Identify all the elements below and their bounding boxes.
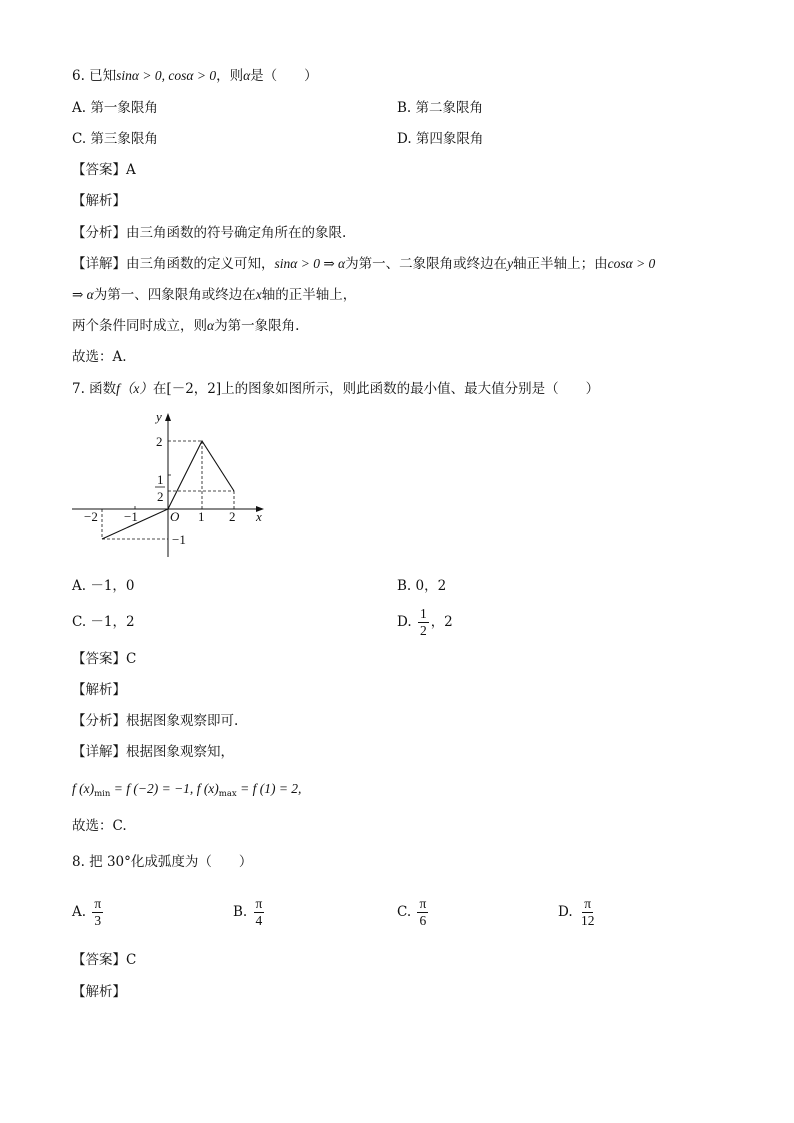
option-label: B.: [233, 904, 248, 920]
q7-stem-prefix: 7. 函数: [72, 381, 117, 397]
tick-label-xneg1: −1: [124, 509, 138, 524]
q7-fenxi: [72, 712, 238, 730]
tick-label-xneg2: −2: [84, 509, 98, 524]
origin-label: O: [170, 509, 180, 524]
q8-option-d-fraction: [579, 896, 597, 929]
formula-sub-max: max: [218, 789, 237, 799]
q6-detail-line1: [72, 255, 655, 273]
q6-detail-line2: [72, 286, 356, 304]
answer-tag: 【答案】: [72, 162, 126, 178]
q7-answer: [72, 650, 136, 668]
formula-part: = f (−2) = −1,: [110, 781, 197, 796]
q7-stem: [72, 380, 599, 398]
option-label: D.: [397, 614, 412, 630]
answer-tag: 【答案】: [72, 952, 126, 968]
q7-option-a: A. －1，0: [72, 578, 135, 594]
frac-num: 1: [419, 606, 427, 621]
detail-text: 由三角函数的定义可知，: [126, 256, 275, 272]
detail-math: x: [255, 287, 262, 302]
detail-math: ⇒ α: [72, 287, 94, 302]
option-label: D.: [558, 904, 573, 920]
detail-math: α: [207, 318, 215, 333]
q6-option-c: C. 第三象限角: [72, 131, 158, 147]
tick-label-half-num: 1: [157, 472, 164, 487]
y-axis-arrow: [165, 413, 171, 421]
q7-analysis-heading: 【解析】: [72, 682, 126, 698]
q7-option-b: B. 0，2: [397, 578, 447, 594]
q8-analysis-heading: 【解析】: [72, 984, 126, 1000]
q6-choose: 故选：A.: [72, 349, 127, 365]
q6-fenxi: [72, 224, 346, 242]
q8-option-a-fraction: [92, 896, 103, 929]
xiangjie-tag: 【详解】: [72, 256, 126, 272]
tick-label-y2: 2: [156, 434, 163, 449]
formula-part: f (x): [72, 781, 95, 796]
q6-stem: [72, 67, 318, 85]
frac-den: 6: [419, 913, 427, 928]
q8-option-c: [397, 896, 430, 929]
q8-option-b: [233, 896, 266, 929]
q6-stem-suffix: ，则: [216, 68, 244, 84]
frac-den: 4: [255, 913, 263, 928]
q8-option-d: [558, 896, 598, 929]
detail-text: 为第一、二象限角或终边在: [345, 256, 508, 272]
option-label: A.: [72, 904, 87, 920]
q8-option-b-fraction: [254, 896, 265, 929]
q6-answer: [72, 161, 136, 179]
q6-stem-end: 是（ ）: [250, 68, 318, 84]
formula-part: = f (1) = 2,: [236, 781, 302, 796]
y-axis-label: y: [156, 409, 162, 424]
frac-num: π: [94, 896, 102, 911]
q7-xiangjie: [72, 743, 234, 761]
q8-option-c-fraction: [417, 896, 428, 929]
fenxi-text: 根据图象观察即可.: [126, 713, 239, 729]
frac-num: π: [255, 896, 263, 911]
x-axis-label: x: [256, 509, 262, 524]
frac-den: 12: [580, 913, 595, 928]
answer-value: A: [126, 162, 136, 178]
q6-alpha: α: [243, 68, 251, 83]
q7-stem-rest: 在[－2，2]上的图象如图所示，则此函数的最小值、最大值分别是（ ）: [152, 381, 600, 397]
formula-sub-min: min: [94, 789, 111, 799]
q7-option-c: C. －1，2: [72, 614, 135, 630]
q8-stem: 8. 把 30°化成弧度为（ ）: [72, 854, 253, 870]
q6-condition: sinα > 0, cosα > 0: [116, 68, 217, 83]
q6-option-a: A. 第一象限角: [72, 100, 158, 116]
detail-text: 为第一象限角.: [214, 318, 300, 334]
frac-den: 2: [419, 623, 427, 638]
xiangjie-text: 根据图象观察知，: [126, 744, 234, 760]
frac-num: π: [584, 896, 592, 911]
detail-text: 轴正半轴上；由: [513, 256, 608, 272]
answer-value: C: [126, 952, 137, 968]
detail-text: 两个条件同时成立，则: [72, 318, 207, 334]
answer-value: C: [126, 651, 137, 667]
answer-tag: 【答案】: [72, 651, 126, 667]
q6-option-d: D. 第四象限角: [397, 131, 484, 147]
q6-option-b: B. 第二象限角: [397, 100, 484, 116]
q7-option-d-fraction: [418, 606, 429, 639]
q7-function: f（x）: [116, 381, 153, 396]
detail-math: cosα > 0: [607, 256, 656, 271]
tick-label-half-den: 2: [157, 489, 164, 504]
formula-part: f (x): [196, 781, 219, 796]
detail-math: sinα > 0 ⇒ α: [274, 256, 346, 271]
xiangjie-tag: 【详解】: [72, 744, 126, 760]
q7-function-graph: [72, 405, 272, 565]
fenxi-text: 由三角函数的符号确定角所在的象限.: [126, 225, 347, 241]
detail-text: 为第一、四象限角或终边在: [93, 287, 256, 303]
option-suffix: ，2: [430, 614, 453, 630]
tick-label-yneg1: −1: [172, 532, 186, 547]
frac-den: 3: [94, 913, 102, 928]
q7-option-d: [397, 606, 453, 639]
fenxi-tag: 【分析】: [72, 225, 126, 241]
q7-choose: 故选：C.: [72, 818, 127, 834]
tick-label-x1: 1: [198, 509, 205, 524]
detail-math: y: [507, 256, 514, 271]
q6-detail-line3: [72, 317, 299, 335]
q7-formula: [72, 780, 301, 803]
tick-label-x2: 2: [229, 509, 236, 524]
q8-option-a: [72, 896, 105, 929]
q6-analysis-heading: 【解析】: [72, 193, 126, 209]
option-label: C.: [397, 904, 412, 920]
detail-text: 轴的正半轴上，: [261, 287, 357, 303]
q6-stem-prefix: 6. 已知: [72, 68, 117, 84]
fenxi-tag: 【分析】: [72, 713, 126, 729]
q8-answer: [72, 951, 136, 969]
frac-num: π: [419, 896, 427, 911]
